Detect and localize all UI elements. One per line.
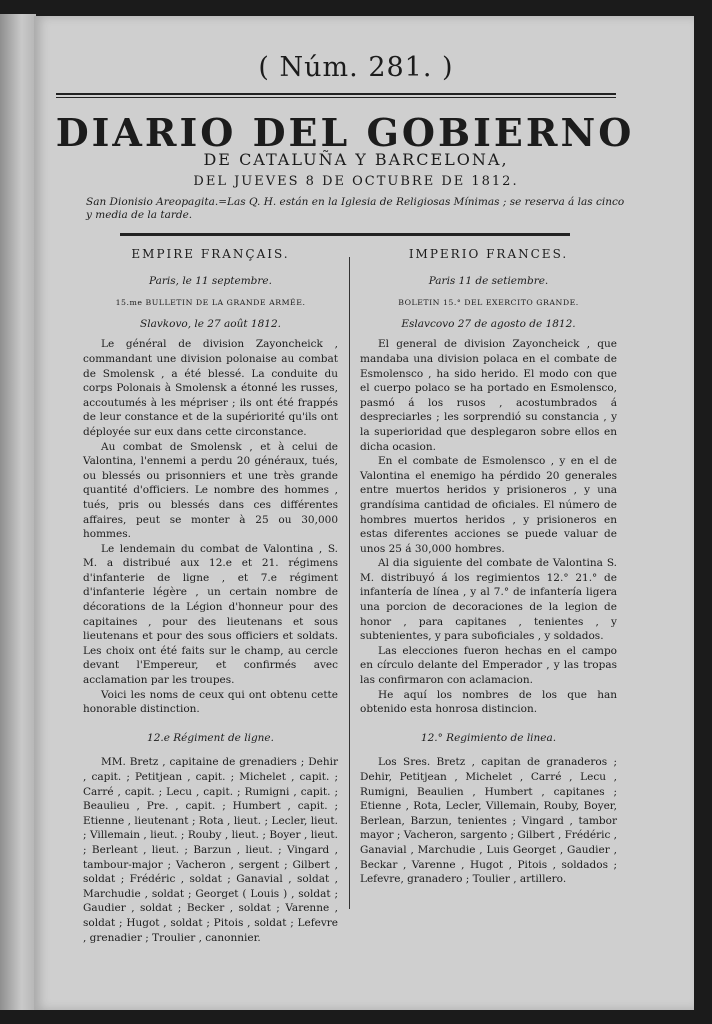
top-rule xyxy=(56,93,616,98)
dateline: Paris, le 11 septembre. xyxy=(149,274,272,287)
paragraph: Le lendemain du combat de Valontina , S. M. a distribué aux 12.e et 21. régimens d'infanterie de ligne , et 7.e régiment d'infanterie légère , un certain nombre de décorations de la Légion d'honneur pour des capitaines , pour des lieutenans et sous lieutenans et pour des sous officiers et soldats. Les choix ont été faits sur le champ, au cercle devant l'Empereur, et confirmés avec acclamation par les troupes. xyxy=(83,542,338,687)
section-heading: IMPERIO FRANCES. xyxy=(408,247,569,261)
bulletin-title: BOLETIN 15.° DEL EXERCITO GRANDE. xyxy=(398,298,579,308)
dateline: Paris 11 de setiembre. xyxy=(428,274,549,287)
section-heading: EMPIRE FRANÇAIS. xyxy=(131,247,290,261)
paragraph: Au combat de Smolensk , et à celui de Valontina, l'ennemi a perdu 20 généraux, tués, ou blessés ou prisonniers et une très grande quantité d'officiers. Le nombre des hommes , tués, pris ou blessés dans ces différentes affaires, peut se monter à 25 ou 30,000 hommes. xyxy=(83,440,338,541)
paragraph: Las elecciones fueron hechas en el campo en círculo delante del Emperador , y las tropas las confirmaron con aclamacion. xyxy=(360,644,617,687)
french-column xyxy=(83,247,338,945)
spanish-column xyxy=(360,247,617,887)
issue-date: DEL JUEVES 8 DE OCTUBRE DE 1812. xyxy=(193,174,519,189)
masthead-title: DIARIO DEL GOBIERNO xyxy=(55,110,635,155)
place-date: Eslavcovo 27 de agosto de 1812. xyxy=(401,317,576,330)
place-date: Slavkovo, le 27 août 1812. xyxy=(140,317,281,330)
paragraph: Le général de division Zayoncheick , commandant une division polonaise au combat de Smolensk , a été blessé. La conduite du corps Polonais à Smolensk a étonné les russes, accoutumés à les mépriser ; ils ont été frappés de leur constance et de la supériorité qu'ils ont déployée sur eux dans cette circonstance. xyxy=(83,338,338,438)
issue-number: ( Núm. 281. ) xyxy=(258,52,454,83)
bulletin-title: 15.me BULLETIN DE LA GRANDE ARMÉE. xyxy=(115,298,306,308)
paragraph: Al dia siguiente del combate de Valontina S. M. distribuyó á los regimientos 12.° 21.° de infantería de línea , y al 7.° de infantería ligera una porcion de decoraciones de la legion de honor , para capitanes , tenientes , y subtenientes, y para suboficiales , y soldados. xyxy=(360,557,617,643)
names-list: Los Sres. Bretz , capitan de granaderos ; Dehir, Petitjean , Michelet , Carré , Lecu , Rumigni, Beaulien , Humbert , capitanes ; Etienne , Rota, Lecler, Villemain, Rouby, Boyer, Berlean, Barzun, tenientes ; Vingard , tambor mayor ; Vacheron, sargento ; Gilbert , Frédéric , Ganavial , Marchudie , Luis Georget , Gaudier , Beckar , Varenne , Hugot , Pitois , soldados ; Lefevre, granadero ; Toulier , artillero. xyxy=(360,756,618,886)
paragraph: En el combate de Esmolensco , y en el de Valontina el enemigo ha pérdido 20 generales entre muertos heridos y prisioneros , y una grandísima cantidad de oficiales. El número de hombres muertos heridos , y prisioneros en estas diferentes acciones se puede valuar de unos 25 á 30,000 hombres. xyxy=(360,455,617,555)
paragraph: He aquí los nombres de los que han obtenido esta honrosa distincion. xyxy=(360,688,617,716)
column-divider xyxy=(349,257,350,909)
regiment-heading: 12.° Regimiento de linea. xyxy=(420,731,557,744)
regiment-heading: 12.e Régiment de ligne. xyxy=(147,731,274,744)
names-list: MM. Bretz , capitaine de grenadiers ; Dehir , capit. ; Petitjean , capit. ; Michelet , capit. ; Carré , capit. ; Lecu , capit. ; Rumigni , capit. ; Beaulieu , Pre. , capit. ; Humbert , capit. ; Etienne , lieutenant ; Rota , lieut. ; Lecler, lieut. ; Villemain , lieut. ; Rouby , lieut. ; Boyer , lieut. ; Berleant , lieut. ; Barzun , lieut. ; Vingard , tambour-major ; Vacheron , sergent ; Gilbert , soldat ; Frédéric , soldat ; Ganavial , soldat , Marchudie , soldat ; Georget ( Louis ) , soldat ; Gaudier , soldat ; Becker , soldat ; Varenne , soldat ; Hugot , soldat ; Pitois , soldat ; Lefevre , grenadier ; Troulier , canonnier. xyxy=(83,756,338,944)
saints-notice: San Dionisio Areopagita.=Las Q. H. están en la Iglesia de Religiosas Mínimas ; se reserva á las cinco y media de la tarde. xyxy=(86,196,625,221)
paragraph: El general de division Zayoncheick , que mandaba una division polaca en el combate de Esmolensco , ha sido herido. El modo con que el cuerpo polaco se ha portado en Esmolensco, pasmó á los rusos , acostumbrados á despreciarles ; les sorprendió su constancia , y la superioridad que desplegaron sobre ellos en dicha ocasion. xyxy=(360,338,617,453)
masthead-subtitle: DE CATALUÑA Y BARCELONA, xyxy=(203,150,509,169)
paragraph: Voici les noms de ceux qui ont obtenu cette honorable distinction. xyxy=(83,688,338,716)
ornamental-rule xyxy=(120,233,570,236)
